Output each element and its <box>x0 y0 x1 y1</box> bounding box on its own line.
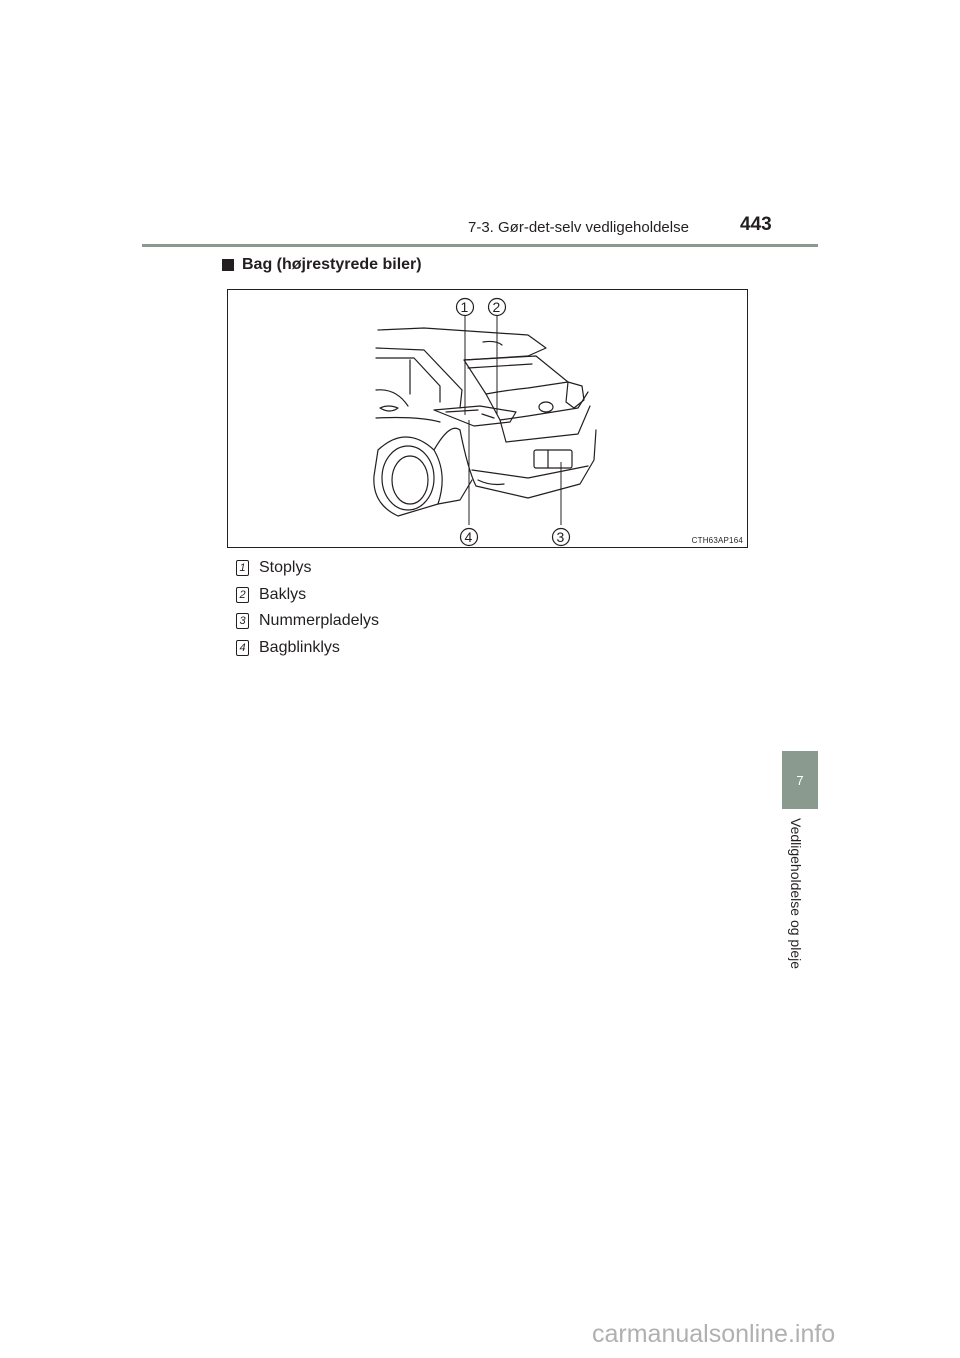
callout-1 <box>457 299 474 316</box>
figure-code: CTH63AP164 <box>691 536 743 545</box>
car-rear-drawing <box>228 290 748 548</box>
callout-3-label: 3 <box>556 529 565 545</box>
section-heading <box>222 256 422 274</box>
callout-3 <box>553 529 570 546</box>
header-title: 7-3. Gør-det-selv vedligeholdelse <box>468 219 689 236</box>
legend-item <box>236 582 379 609</box>
legend-item <box>236 608 379 635</box>
legend-text: Baklys <box>259 585 307 603</box>
legend-number: 4 <box>236 640 249 656</box>
page-number: 443 <box>740 214 772 235</box>
callout-4 <box>461 529 478 546</box>
legend-item <box>236 555 379 582</box>
square-bullet-icon <box>222 259 234 271</box>
chapter-tab: 7 <box>782 751 818 809</box>
callout-1-label: 1 <box>460 299 469 315</box>
callout-2 <box>489 299 506 316</box>
legend-text: Bagblinklys <box>259 638 340 656</box>
legend-text: Stoplys <box>259 559 312 577</box>
section-heading-text: Bag (højrestyrede biler) <box>242 256 422 273</box>
legend-item <box>236 635 379 662</box>
legend-text: Nummerpladelys <box>259 612 380 630</box>
header-divider <box>142 244 818 247</box>
legend-number: 3 <box>236 613 249 629</box>
watermark: carmanualsonline.info <box>592 1320 836 1348</box>
legend-number: 1 <box>236 560 249 576</box>
legend-list <box>236 555 379 661</box>
chapter-label: Vedligeholdelse og pleje <box>788 818 804 970</box>
callout-4-label: 4 <box>464 529 473 545</box>
callout-2-label: 2 <box>492 299 501 315</box>
rear-car-illustration <box>227 289 748 548</box>
legend-number: 2 <box>236 587 249 603</box>
